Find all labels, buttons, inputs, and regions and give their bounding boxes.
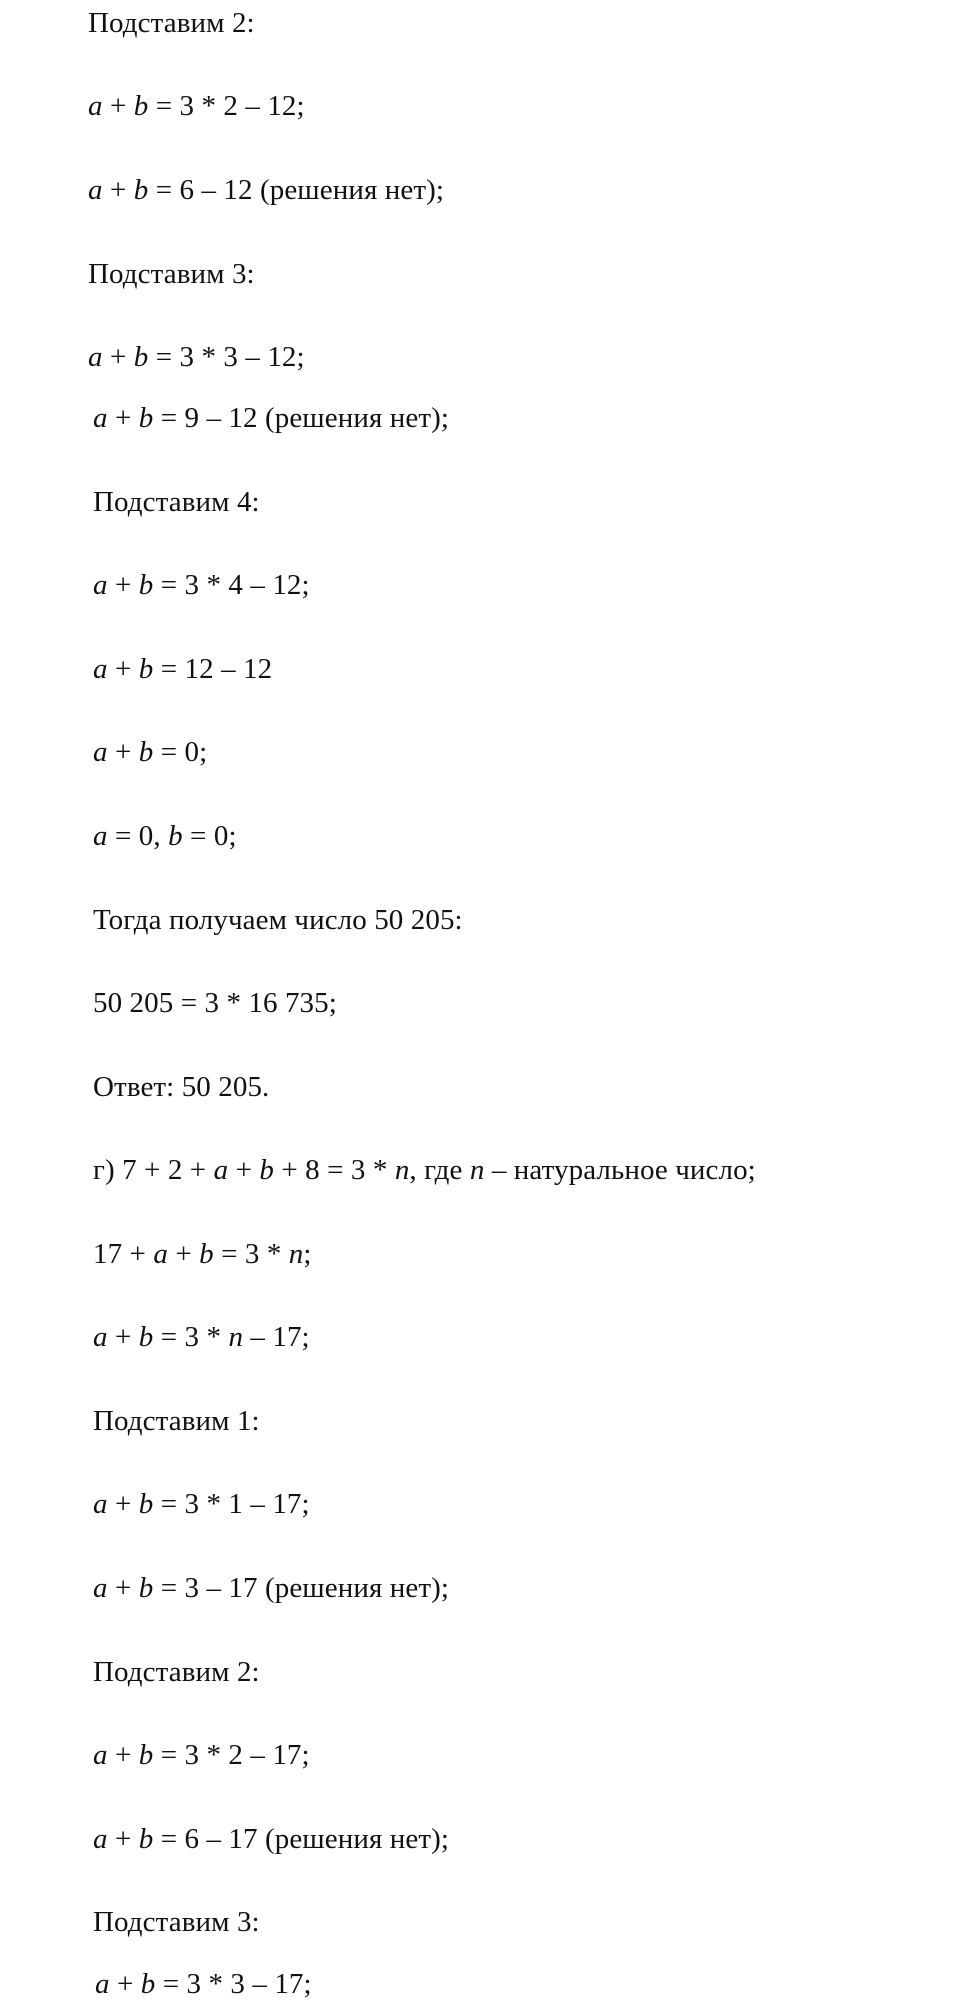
- math-variable: a: [153, 1238, 168, 1270]
- math-variable: n: [469, 1154, 485, 1186]
- math-variable: b: [138, 736, 154, 768]
- solution-line: a + b = 3 * 3 – 17;: [95, 1968, 312, 2000]
- math-variable: b: [138, 569, 154, 601]
- math-variable: b: [140, 1968, 156, 2000]
- solution-line: Подставим 4:: [93, 486, 260, 518]
- math-variable: a: [93, 653, 108, 685]
- math-variable: b: [138, 653, 154, 685]
- math-variable: a: [93, 1823, 108, 1855]
- solution-line: 50 205 = 3 * 16 735;: [93, 987, 337, 1019]
- solution-line: Подставим 2:: [93, 1656, 260, 1688]
- solution-line: a + b = 6 – 17 (решения нет);: [93, 1823, 450, 1855]
- math-variable: b: [138, 1823, 154, 1855]
- math-variable: b: [199, 1238, 214, 1270]
- solution-line: Подставим 3:: [93, 1906, 260, 1938]
- math-variable: b: [138, 1321, 154, 1353]
- math-variable: b: [133, 174, 149, 206]
- solution-line: a + b = 3 * 4 – 12;: [93, 569, 310, 601]
- solution-line: a + b = 3 * 1 – 17;: [93, 1488, 310, 1520]
- math-variable: n: [288, 1238, 304, 1270]
- solution-line: a = 0, b = 0;: [93, 820, 237, 852]
- solution-line: a + b = 3 * 2 – 12;: [88, 90, 305, 122]
- math-variable: a: [93, 1572, 108, 1604]
- math-variable: a: [93, 402, 108, 434]
- math-variable: a: [93, 569, 108, 601]
- solution-line: Подставим 1:: [93, 1405, 260, 1437]
- math-variable: b: [259, 1154, 274, 1186]
- solution-line: Подставим 3:: [88, 258, 255, 290]
- solution-line: a + b = 3 – 17 (решения нет);: [93, 1572, 450, 1604]
- math-variable: a: [88, 174, 103, 206]
- math-variable: b: [168, 820, 183, 852]
- solution-line: a + b = 9 – 12 (решения нет);: [93, 402, 450, 434]
- solution-line: 17 + a + b = 3 * n;: [93, 1238, 312, 1270]
- math-variable: b: [138, 1739, 154, 1771]
- math-variable: a: [93, 1739, 108, 1771]
- math-variable: b: [133, 341, 149, 373]
- math-variable: a: [95, 1968, 110, 2000]
- math-variable: b: [138, 1572, 154, 1604]
- math-variable: a: [93, 1488, 108, 1520]
- answer-line: Ответ: 50 205.: [93, 1071, 270, 1103]
- solution-line: a + b = 3 * 3 – 12;: [88, 341, 305, 373]
- solution-line: a + b = 6 – 12 (решения нет);: [88, 174, 445, 206]
- solution-line: a + b = 3 * n – 17;: [93, 1321, 310, 1353]
- math-variable: a: [213, 1154, 229, 1186]
- problem-statement: г) 7 + 2 + a + b + 8 = 3 * n, где n – натуральное число;: [93, 1154, 756, 1186]
- math-variable: a: [88, 341, 103, 373]
- solution-line: Подставим 2:: [88, 7, 255, 39]
- solution-line: a + b = 12 – 12: [93, 653, 273, 685]
- math-variable: a: [93, 1321, 108, 1353]
- math-variable: b: [133, 90, 149, 122]
- math-variable: a: [88, 90, 103, 122]
- math-variable: n: [228, 1321, 244, 1353]
- solution-line: Тогда получаем число 50 205:: [93, 904, 463, 936]
- math-variable: a: [93, 820, 108, 852]
- math-variable: b: [138, 402, 154, 434]
- solution-line: a + b = 0;: [93, 736, 208, 768]
- math-variable: b: [138, 1488, 154, 1520]
- solution-line: a + b = 3 * 2 – 17;: [93, 1739, 310, 1771]
- math-variable: n: [394, 1154, 410, 1186]
- math-variable: a: [93, 736, 108, 768]
